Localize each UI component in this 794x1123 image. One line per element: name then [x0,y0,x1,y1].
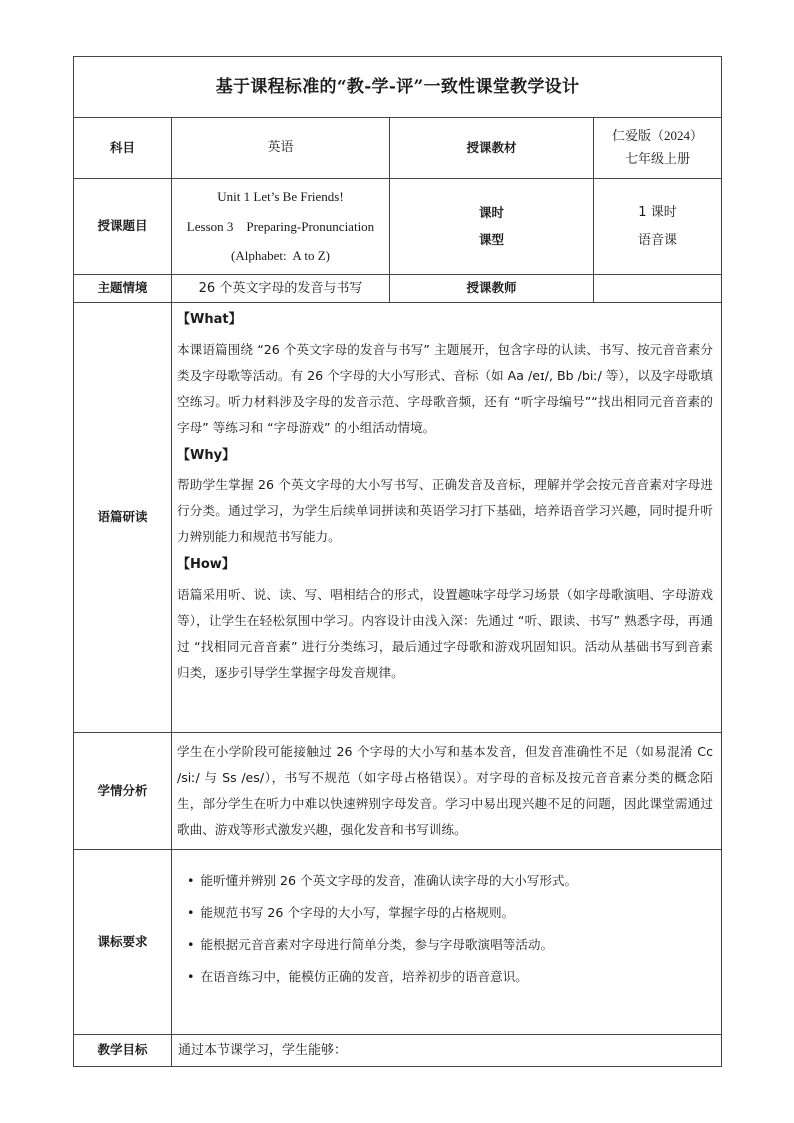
what-paragraph: 本课语篇围绕 “26 个英文字母的发音与书写” 主题展开，包含字母的认读、书写、按元音音素分类及字母歌等活动。有 26 个字母的大小写形式、音标（如 Aa /eɪ/, Bb /biː/ 等），以及字母歌填空练习。听力材料涉及字母的发音示范、字母歌音频，还有 “听字母编号”“找出相同元音音素的字母” 等练习和 “字母游戏” 的小组活动情境。 [177,341,714,435]
how-heading: 【How】 [177,557,235,573]
subject-row [74,118,722,179]
standard-item-text: 能根据元音音素对字母进行简单分类，参与字母歌演唱等活动。 [200,937,554,952]
topic-label: 授课题目 [74,179,172,275]
bullet-icon: • [187,905,195,920]
goals-label: 教学目标 [74,1035,172,1067]
standard-item-text: 在语音练习中，能模仿正确的发音，培养初步的语音意识。 [200,969,528,984]
textbook-edition: 仁爱版（2024） [612,128,704,144]
teacher-label: 授课教师 [390,275,594,303]
theme-row [74,275,722,303]
lesson-plan-page [73,56,721,1067]
theme-label: 主题情境 [74,275,172,303]
textbook-value [594,118,722,179]
text-analysis-content [172,303,722,733]
lesson-title: Lesson 3 Preparing-Pronunciation [186,218,375,234]
standard-item [187,903,713,923]
standards-list [177,856,713,1005]
bullet-icon: • [187,873,195,888]
type-label: 课型 [478,231,504,247]
what-heading: 【What】 [177,312,242,327]
subject-label: 科目 [74,118,172,179]
textbook-label: 授课教材 [390,118,594,179]
learner-analysis-content [172,733,722,850]
how-paragraph: 语篇采用听、说、读、写、唱相结合的形式，设置趣味字母学习场景（如字母歌演唱、字母游戏等），让学生在轻松氛围中学习。内容设计由浅入深：先通过 “听、跟读、书写” 熟悉字母，再通过 “找相同元音音素” 进行分类练习，最后通过字母歌和游戏巩固知识。活动从基础书写到音素归类，逐步引导学生掌握字母发音规律。 [177,586,714,680]
learner-analysis-row [74,733,722,850]
topic-row [74,179,722,275]
why-heading: 【Why】 [177,447,236,463]
standard-item [187,935,713,955]
text-analysis-label: 语篇研读 [74,303,172,733]
bullet-icon: • [187,969,195,984]
standards-content [172,850,722,1035]
standards-label: 课标要求 [74,850,172,1035]
goals-content: 通过本节课学习，学生能够： [172,1035,722,1067]
theme-value: 26 个英文字母的发音与书写 [172,275,390,303]
learner-paragraph: 学生在小学阶段可能接触过 26 个字母的大小写和基本发音，但发音准确性不足（如易混淆 Cc /siː/ 与 Ss /es/），书写不规范（如字母占格错误）。对字母的音标及按元音音素分类的概念陌生，部分学生在听力中难以快速辨别字母发音。学习中易出现兴趣不足的问题，因此课堂需通过歌曲、游戏等形式激发兴趣，强化发音和书写训练。 [177,744,714,837]
type-value: 语音课 [638,232,678,248]
goals-row [74,1035,722,1067]
learner-analysis-label: 学情分析 [74,733,172,850]
standard-item [187,967,713,987]
hours-type-values [594,179,722,275]
subject-value: 英语 [172,118,390,179]
document-title: 基于课程标准的“教-学-评”一致性课堂教学设计 [74,57,722,118]
bullet-icon: • [187,937,195,952]
topic-value [172,179,390,275]
why-paragraph: 帮助学生掌握 26 个英文字母的大小写书写、正确发音及音标，理解并学会按元音音素对字母进行分类。通过学习，为学生后续单词拼读和英语学习打下基础，培养语音学习兴趣，同时提升听力辨别能力和规范书写能力。 [177,477,714,545]
standard-item-text: 能规范书写 26 个字母的大小写，掌握字母的占格规则。 [200,905,515,920]
standard-item [187,871,713,891]
unit-title: Unit 1 Let’s Be Friends! [217,189,344,205]
teacher-value [594,275,722,303]
hours-value: 1 课时 [638,204,677,220]
standard-item-text: 能听懂并辨别 26 个英文字母的发音，准确认读字母的大小写形式。 [200,873,578,888]
lesson-plan-table [73,56,722,1067]
title-row [74,57,722,118]
textbook-grade: 七年级上册 [625,152,691,167]
text-analysis-row [74,303,722,733]
hours-type-labels [390,179,594,275]
hours-label: 课时 [478,204,504,220]
lesson-subtitle: (Alphabet: A to Z) [231,248,330,264]
standards-row [74,850,722,1035]
